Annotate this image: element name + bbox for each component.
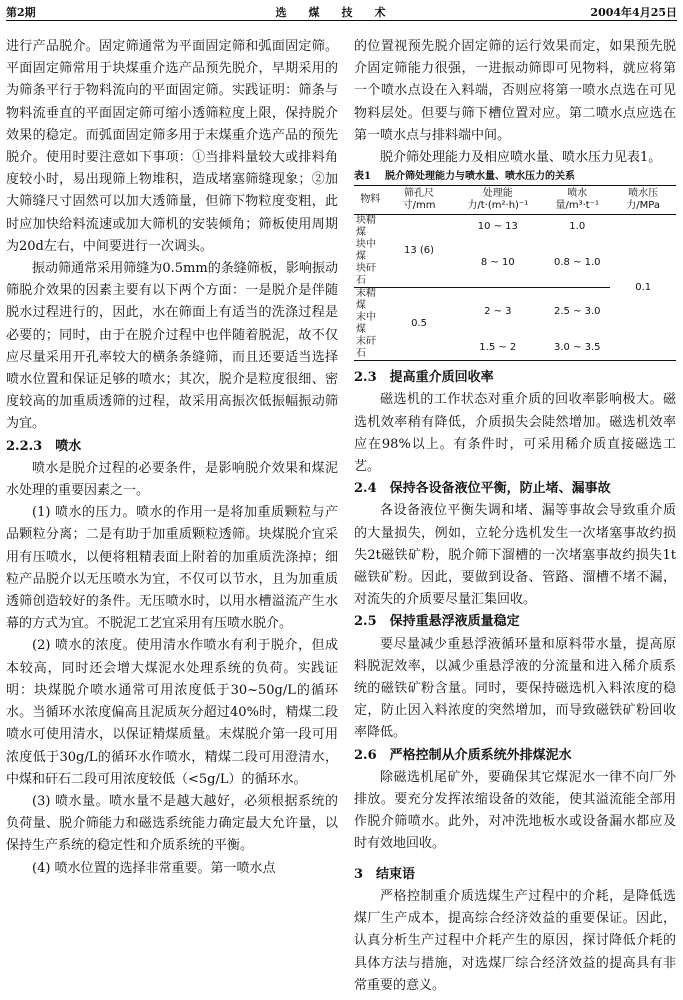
- paragraph-suspension: 要尽量减少重悬浮液循环量和原料带水量，提高原料脱泥效率，以减少重悬浮液的分流量和进入稀介质系统的磁铁矿粉含量。同时，要保持磁选机入料浓度的稳定，防止因入料浓度的突然增加，而导致磁铁矿粉回收率降低。: [354, 636, 676, 741]
- section-heading-conclusion: 3 结束语: [354, 866, 416, 882]
- table-row: [354, 215, 676, 240]
- cell-capacity: 2 ~ 3: [451, 288, 544, 337]
- cell-capacity: 10 ~ 13: [477, 221, 518, 233]
- header-pressure: 喷水压力/MPa: [610, 186, 676, 215]
- header-material: 物料: [354, 186, 387, 215]
- paragraph-conclusion: 严格控制重介质选煤生产过程中的介耗，是降低选煤厂生产成本，提高综合经济效益的重要保证。因此，认真分析生产过程中介耗产生的原因，探讨降低介耗的具体方法与措施，对选煤厂综合经济效益的提高具有非常重要的意义。: [354, 888, 676, 993]
- paragraph-spray-pressure: (1) 喷水的压力。喷水的作用一是将加重质颗粒与产品颗粒分离；二是有助于加重质颗粒透筛。块煤脱介宜采用有压喷水，以便将粗精表面上附着的加重质洗涤掉；细粒产品脱介以无压喷水为宜，不仅可以节水，且为加重质透筛创造较好的条件。无压喷水时，以用水槽溢流产生水幕的方式为宜。不脱泥工艺宜采用有压喷水脱介。: [6, 505, 338, 632]
- page-header: [6, 2, 677, 21]
- cell-water: 0.8 ~ 1.0: [553, 257, 601, 269]
- paragraph-level-balance: 各设备液位平衡失调和堵、漏等事故会导致重介质的大量损失，例如，立轮分选机发生一次堵塞事故约损失2t磁铁矿粉，脱介筛下溜槽的一次堵塞事故约损失1t磁铁矿粉。因此，要做到设备、管路、溜槽不堵不漏，对流失的介质要尽量汇集回收。: [354, 503, 676, 608]
- cell-material: 末矸石: [356, 336, 376, 360]
- paragraph-slime-water: 除磁选机尾矿外，要确保其它煤泥水一律不向厂外排放。要充分发挥浓缩设备的效能，使其溢流能全部用作脱介筛喷水。此外，对冲洗地板水或设备漏水都应及时有效地回收。: [354, 769, 676, 852]
- section-heading-suspension: 2.5 保持重悬浮液质量稳定: [354, 614, 520, 630]
- paragraph-spray-position-cont: 的位置视预先脱介固定筛的运行效果而定，如果预先脱介固定筛能力很强，一进振动筛即可见物料，就应将第一个喷水点设在入料端，否则应将第一喷水点选在可见物料层处。但要与筛下槽位置对应。第二喷水点应选在第一喷水点与排料端中间。: [354, 39, 676, 143]
- right-column: [354, 36, 676, 997]
- publish-date: 2004年4月25日: [590, 6, 677, 19]
- paragraph-table-ref: 脱介筛处理能力及相应喷水量、喷水压力见表1。: [380, 150, 662, 166]
- table-caption-label: 表1: [354, 171, 371, 183]
- paragraph-spray-volume: (3) 喷水量。喷水量不是越大越好，必须根据系统的负荷量、脱介筛能力和磁选系统能力确定最大允许量，以保持生产系统的稳定性和介质系统的平衡。: [6, 793, 338, 854]
- cell-water: 1.0: [569, 221, 586, 233]
- paragraph-fixed-screen: 进行产品脱介。固定筛通常为平面固定筛和弧面固定筛。平面固定筛常用于块煤重介选产品预先脱介，早期采用的为筛条平行于物料流向的平面固定筛。实践证明：筛条与物料流垂直的平面固定筛可缩小透筛粒度上限，保持脱介效果的稳定。而弧面固定筛多用于末煤重介选产品的预先脱介。使用时要注意如下事项：①当排料量较大或排料角度较小时，易出现筛上物堆积，造成堵塞筛缝现象；②加大筛缝尺寸固然可以加大透筛量，但筛下物粒度变粗，此时应加快给料流速或加大筛机的安装倾角；筛板使用周期为20d左右，中间要进行一次调头。: [6, 39, 338, 254]
- cell-material: 块中煤: [356, 239, 376, 263]
- cell-aperture: 0.5: [387, 288, 452, 361]
- cell-material: 块矸石: [356, 263, 376, 287]
- cell-capacity: 8 ~ 10: [480, 257, 515, 269]
- paragraph-spray-position: (4) 喷水位置的选择非常重要。第一喷水点: [32, 860, 276, 876]
- cell-material: 末中煤: [356, 312, 376, 336]
- section-heading-level-balance: 2.4 保持各设备液位平衡，防止堵、漏事故: [354, 481, 611, 497]
- paragraph-vibrating-screen: 振动筛通常采用筛缝为0.5mm的条缝筛板，影响振动筛脱介效果的因素主要有以下两个方面：一是脱介是伴随脱水过程进行的，因此，水在筛面上有适当的洗涤过程是必要的；同时，由于在脱介过程中也伴随着脱泥，故不仅应尽量采用开孔率较大的横条条缝筛，而且还要适当选择喷水位置和保证足够的喷水；其次，脱介是粒度很细、密度较高的加重质透筛的过程，故采用高振次低振幅振动筛为宜。: [6, 261, 338, 432]
- table-caption-text: 脱介筛处理能力与喷水量、喷水压力的关系: [384, 171, 575, 183]
- cell-water: 2.5 ~ 3.0: [544, 288, 610, 337]
- issue-number: 第2期: [6, 6, 36, 19]
- table-caption: [354, 169, 676, 185]
- section-heading-spray-water: 2.2.3 喷水: [6, 438, 82, 454]
- cell-pressure: 0.1: [635, 281, 652, 293]
- screen-capacity-table: [354, 185, 676, 361]
- section-heading-recovery: 2.3 提高重介质回收率: [354, 370, 494, 386]
- cell-water: 3.0 ~ 3.5: [553, 342, 601, 354]
- journal-name: 选煤技术: [275, 6, 408, 19]
- left-column: [6, 36, 338, 880]
- header-capacity: 处理能力/t·(m²·h)⁻¹: [451, 186, 544, 215]
- header-aperture: 筛孔尺寸/mm: [387, 186, 452, 215]
- paragraph-spray-intro: 喷水是脱介过程的必要条件，是影响脱介效果和煤泥水处理的重要因素之一。: [6, 460, 338, 499]
- cell-material: 块精煤: [356, 215, 376, 239]
- section-heading-slime-water: 2.6 严格控制从介质系统外排煤泥水: [354, 747, 572, 763]
- cell-aperture: 13 (6): [403, 245, 435, 257]
- paragraph-spray-concentration: (2) 喷水的浓度。使用清水作喷水有利于脱介，但成本较高，同时还会增大煤泥水处理系统的负荷。实践证明：块煤脱介喷水通常可用浓度低于30~50g/L的循环水。当循环水浓度偏高且泥质灰分超过40%时，精煤二段喷水可使用清水，以保证精煤质量。末煤脱介第一段可用浓度低于30g/L的循环水作喷水，精煤二段可用澄清水，中煤和矸石二段可用浓度较低（<5g/L）的循环水。: [6, 638, 338, 787]
- table-header-row: [354, 186, 676, 215]
- paragraph-recovery: 磁选机的工作状态对重介质的回收率影响极大。磁选机效率稍有降低，介质损失会陡然增加。磁选机效率应在98%以上。有条件时，可采用稀介质直接磁选工艺。: [354, 392, 676, 475]
- cell-material: 末精煤: [354, 288, 387, 313]
- header-water: 喷水量/m³·t⁻¹: [544, 186, 610, 215]
- cell-capacity: 1.5 ~ 2: [479, 342, 517, 354]
